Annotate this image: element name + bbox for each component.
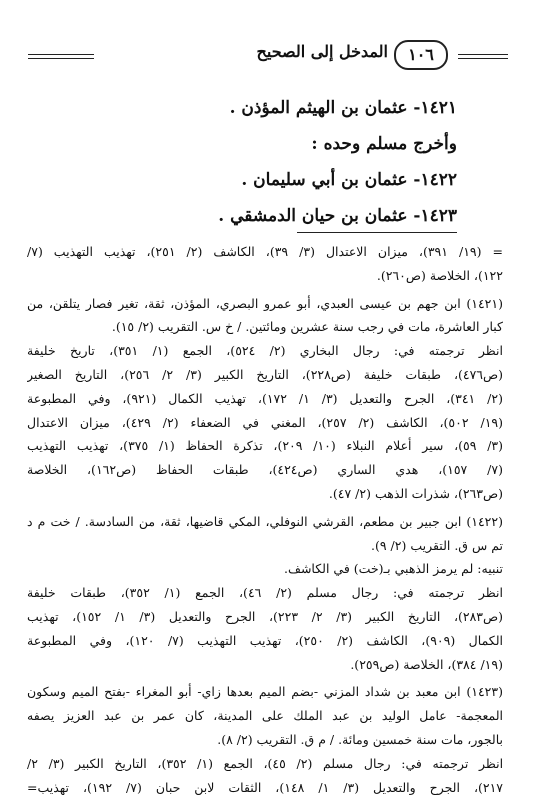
footnote-1421: [27, 292, 503, 506]
footnote-continuation: [27, 240, 503, 288]
entry-1422: ١٤٢٢- عثمان بن أبي سليمان .: [241, 170, 457, 190]
header-rule-right: [458, 54, 508, 59]
footnote-line: (٧/ ١٥٧)، هدي الساري (ص٤٢٤)، طبقات الحفاظ (ص١٦٢)، الخلاصة: [27, 462, 503, 478]
footnote-line: انظر ترجمته في: رجال مسلم (٢/ ٤٦)، الجمع (١/ ٣٥٢)، طبقات خليفة: [27, 585, 503, 601]
footnote-line: المعجمة- عامل الوليد بن عبد الملك على المدينة، كان عمر بن عبد العزيز يصفه: [27, 708, 503, 724]
footnote-separator: [297, 232, 457, 233]
footnote-line: (١٤٢٣) ابن معبد بن شداد المزني -بضم الميم بعدها زاي- أبو المغراء -بفتح الميم وسكون: [27, 684, 503, 700]
footnote-1423: [27, 680, 503, 799]
footnote-line: (٢/ ٣٤١)، الجرح والتعديل (٣/ ١/ ١٧٢)، تهذيب الكمال (٩٢١)، وفي المطبوعة: [27, 390, 503, 406]
section-heading: وأخرج مسلم وحده :: [311, 134, 457, 154]
footnote-line: (١٤٢٢) ابن جبير بن مطعم، القرشي النوفلي، المكي قاضيها، ثقة، من السادسة. / خت م د: [27, 513, 503, 529]
footnote-line: (١٩/ ٣٨٤)، الخلاصة (ص٢٥٩).: [350, 656, 503, 672]
running-title: المدخل إلى الصحيح: [256, 42, 388, 61]
footnote-line: الكمال (٩٠٩)، الكاشف (٢/ ٢٥٠)، تهذيب التهذيب (٧/ ١٢٠)، وفي المطبوعة: [27, 632, 503, 648]
footnote-line: تنبيه: لم يرمز الذهبي بـ(خت) في الكاشف.: [284, 561, 503, 577]
footnote-line: بالجور، مات سنة خمسين ومائة. / م ق. التقريب (٢/ ٨).: [217, 731, 503, 747]
footnote-line: (ص٢٦٣)، شذرات الذهب (٢/ ٤٧).: [328, 485, 503, 501]
footnote-line: انظر ترجمته في: رجال البخاري (٢/ ٥٢٤)، الجمع (١/ ٣٥١)، تاريخ خليفة: [27, 343, 503, 359]
main-text: [57, 90, 457, 234]
footnote-line: (ص٢٨٣)، التاريخ الكبير (٣/ ٢/ ٢٢٣)، الجرح والتعديل (٣/ ١/ ١٥٢)، تهذيب: [27, 608, 503, 624]
page-number: ١٠٦: [394, 40, 448, 70]
footnote-line: (١٩/ ٥٠٢)، الكاشف (٢/ ٢٥٧)، المغني في الضعفاء (٢/ ٤٢٩)، ميزان الاعتدال: [27, 414, 503, 430]
footnote-line: ٢١٧)، الجرح والتعديل (٣/ ١/ ١٤٨)، الثقات لابن حبان (٧/ ١٩٢)، تهذيب=: [27, 779, 503, 795]
header-rule-left: [28, 54, 94, 59]
footnote-line: (١٤٢١) ابن جهم بن عيسى العبدي، أبو عمرو البصري، المؤذن، ثقة، تغير فصار يتلقن، من: [27, 295, 503, 311]
footnote-line: انظر ترجمته في: رجال مسلم (٢/ ٤٥)، الجمع (١/ ٣٥٢)، التاريخ الكبير (٣/ ٢/: [27, 755, 503, 771]
footnote-line: (ص٤٧٦)، طبقات خليفة (ص٢٢٨)، التاريخ الكبير (٣/ ٢/ ٢٥٦)، التاريخ الصغير: [27, 366, 503, 382]
footnote-line: تم س ق. التقريب (٢/ ٩).: [370, 537, 503, 553]
footnotes: [27, 240, 503, 799]
page-header: [28, 40, 508, 70]
entry-1423: ١٤٢٣- عثمان بن حيان الدمشقي .: [218, 206, 457, 226]
footnote-1422: [27, 510, 503, 677]
entry-1421: ١٤٢١- عثمان بن الهيثم المؤذن .: [229, 98, 457, 118]
footnote-line: (٣/ ٥٩)، سير أعلام النبلاء (١٠/ ٢٠٩)، تذكرة الحفاظ (١/ ٣٧٥)، تهذيب التهذيب: [27, 438, 503, 454]
footnote-line: كبار العاشرة، مات في رجب سنة عشرين ومائتين. / خ س. التقريب (٢/ ١٥).: [111, 319, 503, 335]
footnote-line: ١٢٢)، الخلاصة (ص٢٦٠).: [376, 267, 503, 283]
footnote-line: = (١٩/ ٣٩١)، ميزان الاعتدال (٣/ ٣٩)، الكاشف (٢/ ٢٥١)، تهذيب التهذيب (٧/: [27, 244, 503, 259]
